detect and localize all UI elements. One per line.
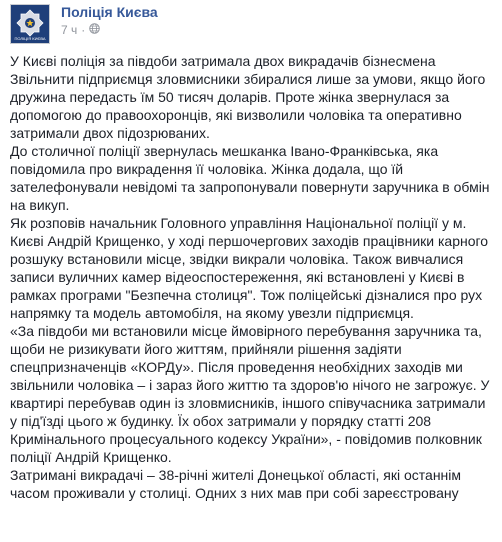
globe-icon: [89, 22, 100, 38]
meta-separator: ·: [81, 23, 86, 37]
post-paragraph: «За півдоби ми встановили місце ймовірного перебування заручника та, щоби не ризикувати його життям, прийняли рішення задіяти спецпризначенців «КОРДу». Після проведення необхідних заходів ми звільнили чоловіка – і зараз його життю та здоров'ю нічого не загрожує. У квартирі перебував один із зловмисників, іншого співучасника затримали у під'їзді цього ж будинку. Їх обох затримали у порядку статті 208 Кримінального процесуального кодексу України», - повідомив полковник поліції Андрій Крищенко.: [10, 323, 490, 465]
avatar-label: ПОЛІЦІЯ КИЄВА: [14, 36, 46, 41]
post-meta: [61, 22, 100, 38]
post-time[interactable]: 7 ч: [61, 23, 78, 37]
page-avatar[interactable]: [10, 4, 50, 44]
post-header: [10, 0, 490, 46]
post-paragraph: У Києві поліція за півдоби затримала двох викрадачів бізнесмена: [10, 53, 436, 69]
post-paragraph: До столичної поліції звернулась мешканка Івано-Франківська, яка повідомила про викрадення її чоловіка. Жінка додала, що їй зателефонували невідомі та запропонували повернути заручника в обмін на викуп.: [10, 143, 490, 213]
post-paragraph: Звільнити підприємця зловмисники збиралися лише за умови, якщо його дружина передасть їм 50 тисяч доларів. Проте жінка звернулася за допомогою до правоохоронців, які визволили чоловіка та оперативно затримали двох підозрюваних.: [10, 71, 486, 141]
page-name-link[interactable]: Поліція Києва: [61, 4, 158, 20]
post-body: [10, 52, 496, 502]
post-paragraph: Як розповів начальник Головного управління Національної поліції у м. Києві Андрій Крищенко, у ході першочергових заходів працівники карного розшуку встановили місце, звідки викрали чоловіка. Також вивчалися записи вуличних камер відеоспостереження, які встановлені у Києві в рамках програми "Безпечна столиця". Тож поліцейські дізналися про рух напрямку та модель автомобіля, на якому увезли підприємця.: [10, 215, 489, 321]
post-paragraph: Затримані викрадачі – 38-річні жителі Донецької області, які останнім часом проживали у столиці. Одних з них мав при собі зареєстровану: [10, 467, 462, 501]
